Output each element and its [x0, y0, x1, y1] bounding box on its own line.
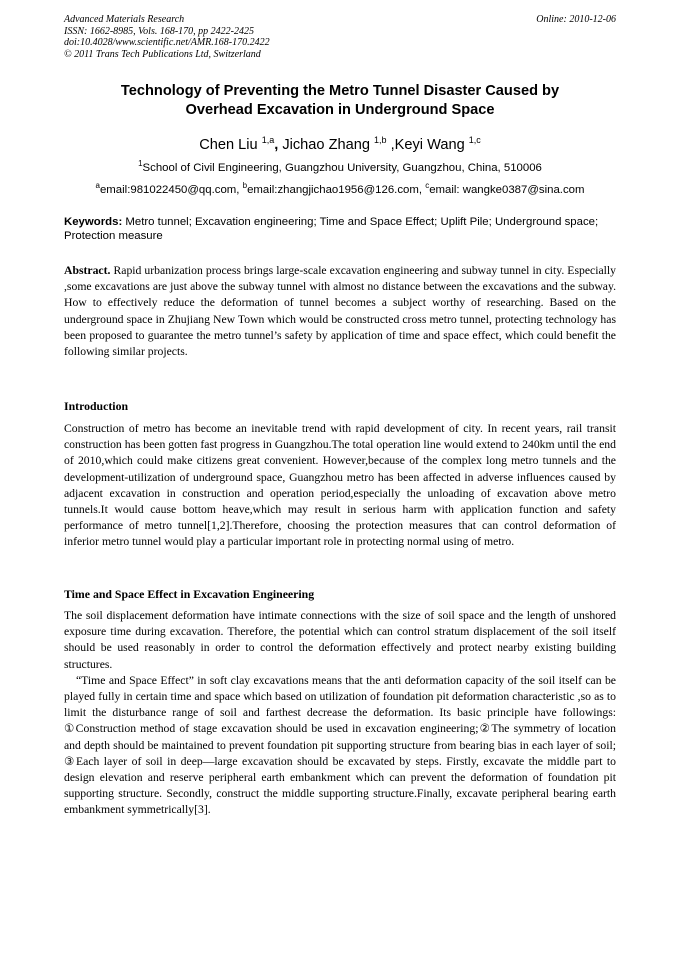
- journal-header: [64, 14, 616, 60]
- paper-title: [64, 82, 616, 119]
- online-date: Online: 2010-12-06: [536, 14, 616, 25]
- time-space-body: [64, 608, 616, 819]
- author-superscript: 1,a: [261, 135, 275, 145]
- keywords-text: Metro tunnel; Excavation engineering; Time and Space Effect; Uplift Pile; Underground space; Protection measure: [64, 216, 599, 243]
- email-superscript: a: [95, 181, 100, 190]
- doi-line: doi:10.4028/www.scientific.net/AMR.168-170.2422: [64, 37, 270, 48]
- time-space-paragraph-2: “Time and Space Effect” in soft clay excavations means that the anti deformation capacity of the soil itself can be played fully in certain time and space which based on utilization of foundation pit deformation characteristic ,so as to limit the disturbance range of soil and farthest decrease the deformation. Its basic principle have followings: ①Construction method of stage excavation should be used in excavation engineering;②The symmetry of location and depth should be maintained to prevent foundation pit supporting structure from bearing bias in each layer of soil; ③Each layer of soil in deep—large excavation should be excavated by steps. Firstly, excavate the middle part to design elevation and reserve peripheral earth embankment which can prevent the deformation of foundation pit supporting structure. Secondly, construct the middle supporting structure.Finally, excavate peripheral bearing earth embankment symmetrically[3].: [64, 673, 616, 817]
- section-heading-time-space: Time and Space Effect in Excavation Engineering: [64, 587, 315, 601]
- email-address[interactable]: email:981022450@qq.com,: [99, 183, 243, 196]
- title-line-1: Technology of Preventing the Metro Tunnel Disaster Caused by: [120, 83, 560, 99]
- email-superscript: b: [242, 181, 248, 190]
- affiliation-text: School of Civil Engineering, Guangzhou University, Guangzhou, China, 510006: [142, 161, 542, 174]
- author-superscript: 1,c: [468, 135, 481, 145]
- journal-name: Advanced Materials Research: [64, 14, 185, 25]
- abstract: [64, 263, 616, 360]
- issn-line: ISSN: 1662-8985, Vols. 168-170, pp 2422-2425: [64, 25, 254, 37]
- author-name: Chen Liu: [199, 136, 262, 153]
- author-separator: ,: [386, 136, 395, 153]
- email-superscript: c: [425, 181, 430, 190]
- author-name: Jichao Zhang: [282, 136, 375, 153]
- affiliation: [64, 157, 616, 175]
- author-name: Keyi Wang: [394, 136, 469, 153]
- keywords: [64, 215, 616, 244]
- section-heading-introduction: Introduction: [64, 399, 129, 413]
- author-separator: ,: [274, 136, 283, 153]
- author-list: [64, 131, 616, 154]
- email-address[interactable]: email:zhangjichao1956@126.com,: [247, 183, 426, 196]
- keywords-label: Keywords:: [64, 216, 123, 228]
- introduction-paragraph: Construction of metro has become an inevitable trend with rapid development of city. In recent years, rail transit construction has been gotten fast progress in Guangzhou.The total operation line would extend to 240km until the end of 2010,which could make citizens great convenient. However,because of the complex long metro tunnels and the development-utilization of underground space, Guangzhou metro has been affected in adverse influences caused by adjacent excavation in construction and operation period,especially the unloading of excavation above metro tunnels.It would cause bottom heave,which may result in serious harm with application function and safety performance of metro tunnel[1,2].Therefore, choosing the protection measures that can control deformation of inferior metro tunnel would play a particular important role in protecting normal using of metro.: [64, 422, 616, 549]
- abstract-label: Abstract.: [64, 264, 111, 277]
- time-space-paragraph-1: The soil displacement deformation have intimate connections with the size of soil space and the length of unshored exposure time during excavation. Therefore, the potential which can control stratum displacement of the soil itself should be used reasonably in order to control the deformation effectively and protect nearby existing building structures.: [64, 609, 616, 671]
- abstract-text: Rapid urbanization process brings large-scale excavation engineering and subway tunnel in city. Especially ,some excavations are just above the subway tunnel with almost no distance between the excavations and the subway. How to effectively reduce the deformation of tunnel becomes a subject worthy of researching. Based on the underground space in Zhujiang New Town which would be constructed cross metro tunnel, protecting technology has been proposed to guarantee the metro tunnel’s safety by application of time and space effect, which could benefit the following similar projects.: [64, 264, 616, 359]
- email-list: [64, 179, 616, 197]
- affiliation-superscript: 1: [138, 159, 143, 168]
- title-line-2: Overhead Excavation in Underground Space: [185, 101, 495, 118]
- author-superscript: 1,b: [374, 135, 387, 145]
- email-address[interactable]: email: wangke0387@sina.com: [429, 183, 585, 196]
- copyright-line: © 2011 Trans Tech Publications Ltd, Switzerland: [64, 48, 261, 60]
